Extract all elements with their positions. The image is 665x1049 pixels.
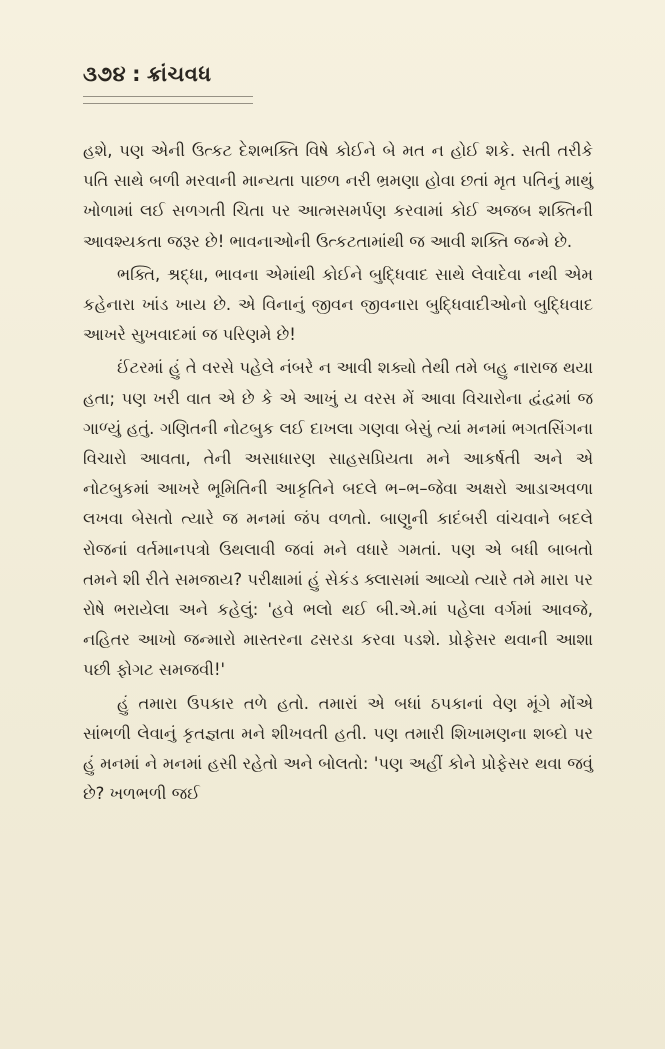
header-underline (83, 96, 253, 104)
book-title: ક્રાંચવધ (147, 62, 212, 86)
paragraph-3: ઈંટરમાં હું તે વરસે પહેલે નંબરે ન આવી શક્યો તેથી તમે બહુ નારાજ થયા હતા; પણ ખરી વાત એ છે કે એ આખું ય વરસ મેં આવા વિચારોના દ્વંદ્વમાં જ ગાળ્યું હતું. ગણિતની નોટબુક લઈ દાખલા ગણવા બેસું ત્યાં મનમાં ભગતસિંગના વિચારો આવતા, તેની અસાધારણ સાહસપ્રિયતા મને આકર્ષતી અને એ નોટબુકમાં આખરે ભૂમિતિની આકૃતિને બદલે ભ–ભ–જેવા અક્ષરો આડાઅવળા લખવા બેસતો ત્યારે જ મનમાં જંપ વળતો. બાણુની કાદંબરી વાંચવાને બદલે રોજનાં વર્તમાનપત્રો ઉથલાવી જવાં મને વધારે ગમતાં. પણ એ બધી બાબતો તમને શી રીતે સમજાય? પરીક્ષામાં હું સેકંડ ક્લાસમાં આવ્યો ત્યારે તમે મારા પર રોષે ભરાયેલા અને કહેલું: 'હવે ભલો થઈ બી.એ.માં પહેલા વર્ગમાં આવજે, નહિતર આખો જન્મારો માસ્તરના ઢસરડા કરવા પડશે. પ્રોફેસર થવાની આશા પછી ફોગટ સમજવી!' (83, 358, 593, 680)
header-separator: : (132, 62, 142, 86)
page-number: ૩૭૪ (83, 62, 127, 86)
paragraph-1: હશે, પણ એની ઉત્કટ દેશભક્તિ વિષે કોઈને બે મત ન હોઈ શકે. સતી તરીકે પતિ સાથે બળી મરવાની માન્યતા પાછળ નરી ભ્રમણા હોવા છતાં મૃત પતિનું માથું ખોળામાં લઈ સળગતી ચિતા પર આત્મસમર્પણ કરવામાં કોઈ અજબ શક્તિની આવશ્યકતા જરૂર છે! ભાવનાઓની ઉત્કટતામાંથી જ આવી શક્તિ જન્મે છે. (83, 141, 593, 251)
running-header (83, 62, 211, 87)
body-text (83, 136, 593, 812)
paragraph-4: હું તમારા ઉપકાર તળે હતો. તમારાં એ બધાં ઠપકાનાં વેણ મૂંગે મોંએ સાંભળી લેવાનું કૃતજ્ઞતા મને શીખવતી હતી. પણ તમારી શિખામણના શબ્દો પર હું મનમાં ને મનમાં હસી રહેતો અને બોલતો: 'પણ અહીં કોને પ્રોફેસર થવા જવું છે? ખળભળી જઈ (83, 693, 593, 804)
paragraph-2: ભક્તિ, શ્રદ્ધા, ભાવના એમાંથી કોઈને બુદ્ધિવાદ સાથે લેવાદેવા નથી એમ કહેનારા ખાંડ ખાય છે. એ વિનાનું જીવન જીવનારા બુદ્ધિવાદીઓનો બુદ્ધિવાદ આખરે સુખવાદમાં જ પરિણમે છે! (83, 264, 593, 345)
